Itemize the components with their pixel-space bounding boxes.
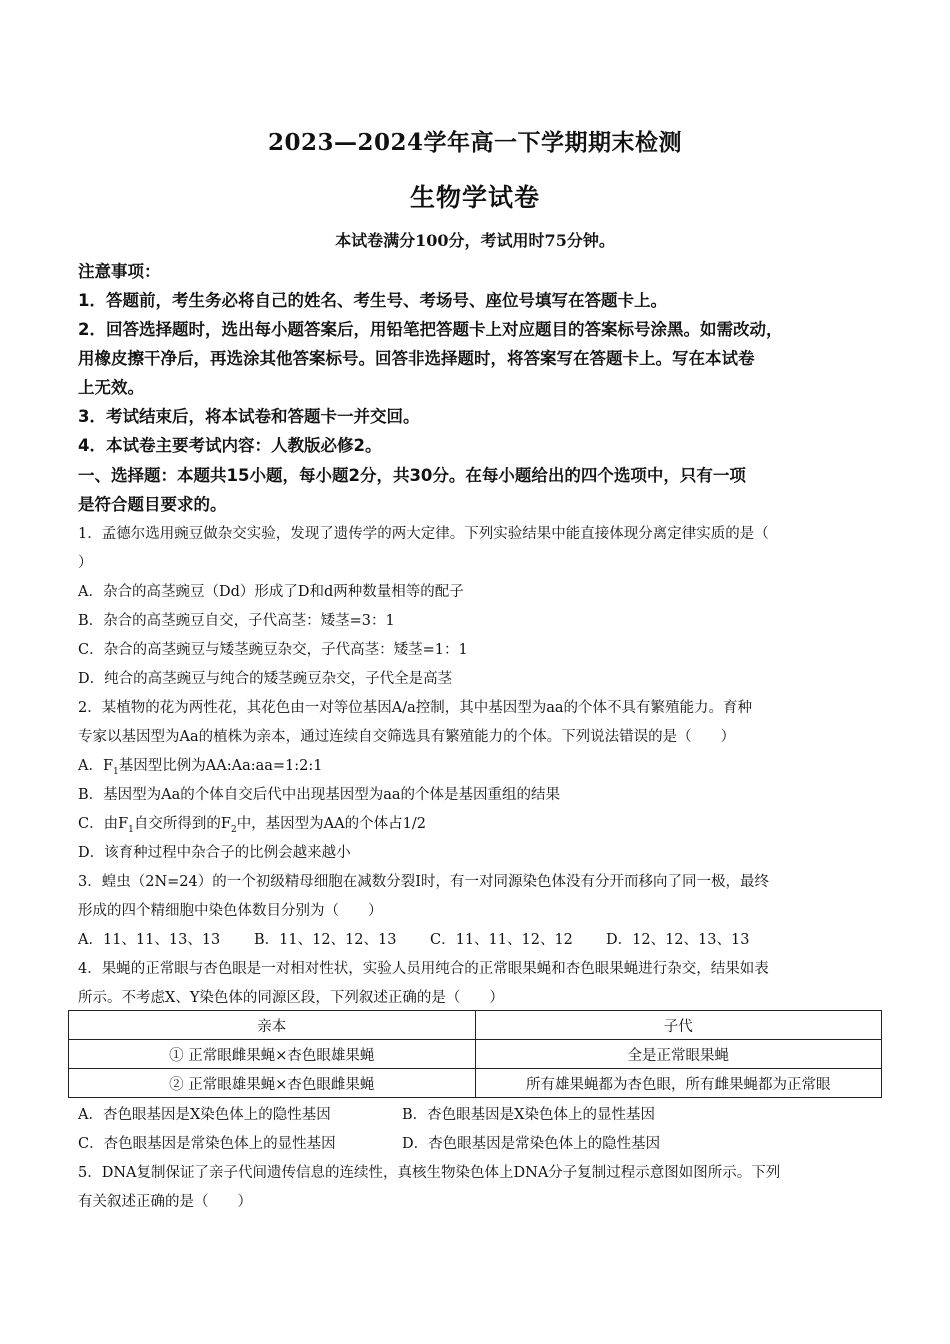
q1-option-d: D．纯合的高茎豌豆与纯合的矮茎豌豆杂交，子代全是高茎 [78,671,453,687]
table-cell: ① 正常眼雌果蝇×杏色眼雄果蝇 [69,1040,476,1069]
q4-option-a: A．杏色眼基因是X染色体上的隐性基因 [78,1107,331,1123]
note-4: 4．本试卷主要考试内容：人教版必修2。 [78,436,382,455]
note-3: 3．考试结束后，将本试卷和答题卡一并交回。 [78,407,420,426]
q4-option-b: B．杏色眼基因是X染色体上的显性基因 [402,1107,655,1123]
q5-stem-cont: 有关叙述正确的是（ ） [78,1194,252,1210]
note-2-end: 上无效。 [78,378,144,397]
q4-options-row1 [78,1103,880,1124]
q4-stem: 4．果蝇的正常眼与杏色眼是一对相对性状，实验人员用纯合的正常眼果蝇和杏色眼果蝇进行杂交，结果如表 [78,961,769,977]
q3-option-d: D．12、12、13、13 [606,932,750,948]
exam-title: 2023—2024学年高一下学期期末检测 [267,129,683,156]
note-2: 2．回答选择题时，选出每小题答案后，用铅笔把答题卡上对应题目的答案标号涂黑。如需改动， [78,320,783,339]
table-cell: 所有雄果蝇都为杏色眼，所有雌果蝇都为正常眼 [475,1069,882,1098]
q1-option-a: A．杂合的高茎豌豆（Dd）形成了D和d两种数量相等的配子 [78,584,464,600]
note-2-cont: 用橡皮擦干净后，再选涂其他答案标号。回答非选择题时，将答案写在答题卡上。写在本试卷 [78,349,755,368]
q2-option-a: A．$F_1$基因型比例为AA:Aa:aa=1:2:1 [78,758,323,777]
q2-stem: 2．某植物的花为两性花，其花色由一对等位基因A/a控制，其中基因型为aa的个体不具有繁殖能力。育种 [78,700,753,716]
table-header-parent: 亲本 [69,1011,476,1040]
q4-table [68,1010,882,1098]
q4-option-d: D．杏色眼基因是常染色体上的隐性基因 [402,1136,661,1152]
table-row [69,1069,882,1098]
table-cell: ② 正常眼雄果蝇×杏色眼雌果蝇 [69,1069,476,1098]
score-info: 本试卷满分100分，考试用时75分钟。 [335,231,615,250]
q2-option-d: D．该育种过程中杂合子的比例会越来越小 [78,845,351,861]
table-header-offspring: 子代 [475,1011,882,1040]
q1-option-b: B．杂合的高茎豌豆自交，子代高茎：矮茎=3：1 [78,613,395,629]
q2-option-c: C．由$F_1$自交所得到的$F_2$中，基因型为AA的个体占1/2 [78,816,426,835]
q4-stem-cont: 所示。不考虑X、Y染色体的同源区段，下列叙述正确的是（ ） [78,990,504,1006]
q1-stem-end: ） [78,555,93,571]
q4-option-c: C．杏色眼基因是常染色体上的显性基因 [78,1136,336,1152]
note-1: 1．答题前，考生务必将自己的姓名、考生号、考场号、座位号填写在答题卡上。 [78,291,667,310]
q3-option-c: C．11、11、12、12 [430,932,573,948]
section-heading: 一、选择题：本题共15小题，每小题2分，共30分。在每小题给出的四个选项中，只有一项 [78,466,746,485]
q3-option-b: B．11、12、12、13 [254,932,397,948]
q5-stem: 5．DNA复制保证了亲子代间遗传信息的连续性，真核生物染色体上DNA分子复制过程示意图如图所示。下列 [78,1165,781,1181]
table-cell: 全是正常眼果蝇 [475,1040,882,1069]
q1-option-c: C．杂合的高茎豌豆与矮茎豌豆杂交，子代高茎：矮茎=1：1 [78,642,468,658]
q2-stem-cont: 专家以基因型为Aa的植株为亲本，通过连续自交筛选具有繁殖能力的个体。下列说法错误的是（ ） [78,729,736,745]
q3-stem-cont: 形成的四个精细胞中染色体数目分别为（ ） [78,903,383,919]
table-row [69,1040,882,1069]
notes-heading: 注意事项： [78,262,161,281]
q4-options-row2 [78,1132,880,1153]
table-header-row [69,1011,882,1040]
q2-option-b: B．基因型为Aa的个体自交后代中出现基因型为aa的个体是基因重组的结果 [78,787,561,803]
q3-stem: 3．蝗虫（2N=24）的一个初级精母细胞在减数分裂Ⅰ时，有一对同源染色体没有分开而移向了同一极，最终 [78,874,769,890]
section-heading-cont: 是符合题目要求的。 [78,495,227,514]
q1-stem: 1．孟德尔选用豌豆做杂交实验，发现了遗传学的两大定律。下列实验结果中能直接体现分离定律实质的是（ [78,526,769,542]
q3-option-a: A．11、11、13、13 [78,932,221,948]
exam-subject: 生物学试卷 [409,183,540,212]
q3-options [78,928,880,949]
